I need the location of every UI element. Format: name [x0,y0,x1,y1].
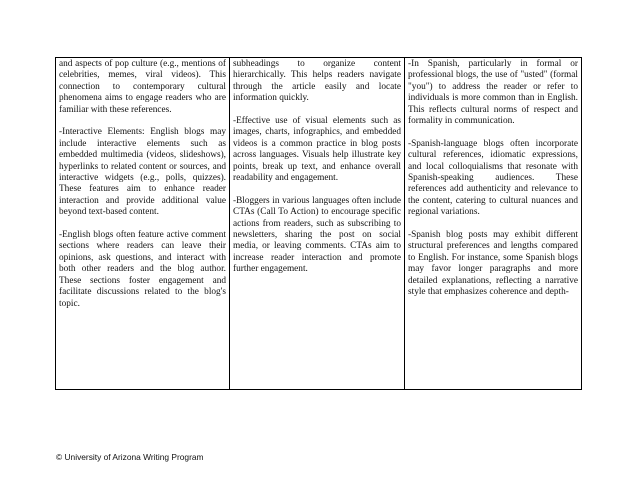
paragraph: subheadings to organize content hierarchically. This helps readers navigate through the article easily and locate information quickly. [233,59,401,104]
content-table [55,57,582,390]
paragraph: and aspects of pop culture (e.g., mentions of celebrities, memes, viral videos). This connection to contemporary cultural phenomena aims to engage readers who are familiar with these references. [59,59,226,115]
paragraph: -In Spanish, particularly in formal or professional blogs, the use of "usted" (formal "you") to address the reader or refer to individuals is more common than in English. This reflects cultural norms of respect and formality in communication. [408,59,578,127]
table-row [56,58,582,390]
copyright-footer: © University of Arizona Writing Program [56,452,204,462]
paragraph: -Interactive Elements: English blogs may include interactive elements such as embedded multimedia (videos, slideshows), hyperlinks to related content or sources, and interactive widgets (e.g., polls, quizzes). These features aim to enhance reader interaction and provide additional value beyond text-based content. [59,127,226,218]
paragraph: -Effective use of visual elements such as images, charts, infographics, and embedded videos is a common practice in blog posts across languages. Visuals help illustrate key points, break up text, and enhance overall readability and engagement. [233,116,401,184]
column-cell-3 [405,58,582,390]
paragraph: -English blogs often feature active comment sections where readers can leave their opinions, ask questions, and interact with both other readers and the blog author. These sections foster engagement and facilitate discussions related to the blog's topic. [59,230,226,309]
paragraph: -Spanish blog posts may exhibit different structural preferences and lengths compared to English. For instance, some Spanish blogs may favor longer paragraphs and more detailed explanations, reflecting a narrative style that emphasizes coherence and depth- [408,230,578,298]
column-cell-2 [230,58,405,390]
column-cell-1 [56,58,230,390]
paragraph: -Bloggers in various languages often include CTAs (Call To Action) to encourage specific actions from readers, such as subscribing to newsletters, sharing the post on social media, or leaving comments. CTAs aim to increase reader interaction and promote further engagement. [233,195,401,275]
paragraph: -Spanish-language blogs often incorporate cultural references, idiomatic expressions, and local colloquialisms that resonate with Spanish-speaking audiences. These references add authenticity and relevance to the content, catering to cultural nuances and regional variations. [408,138,578,218]
